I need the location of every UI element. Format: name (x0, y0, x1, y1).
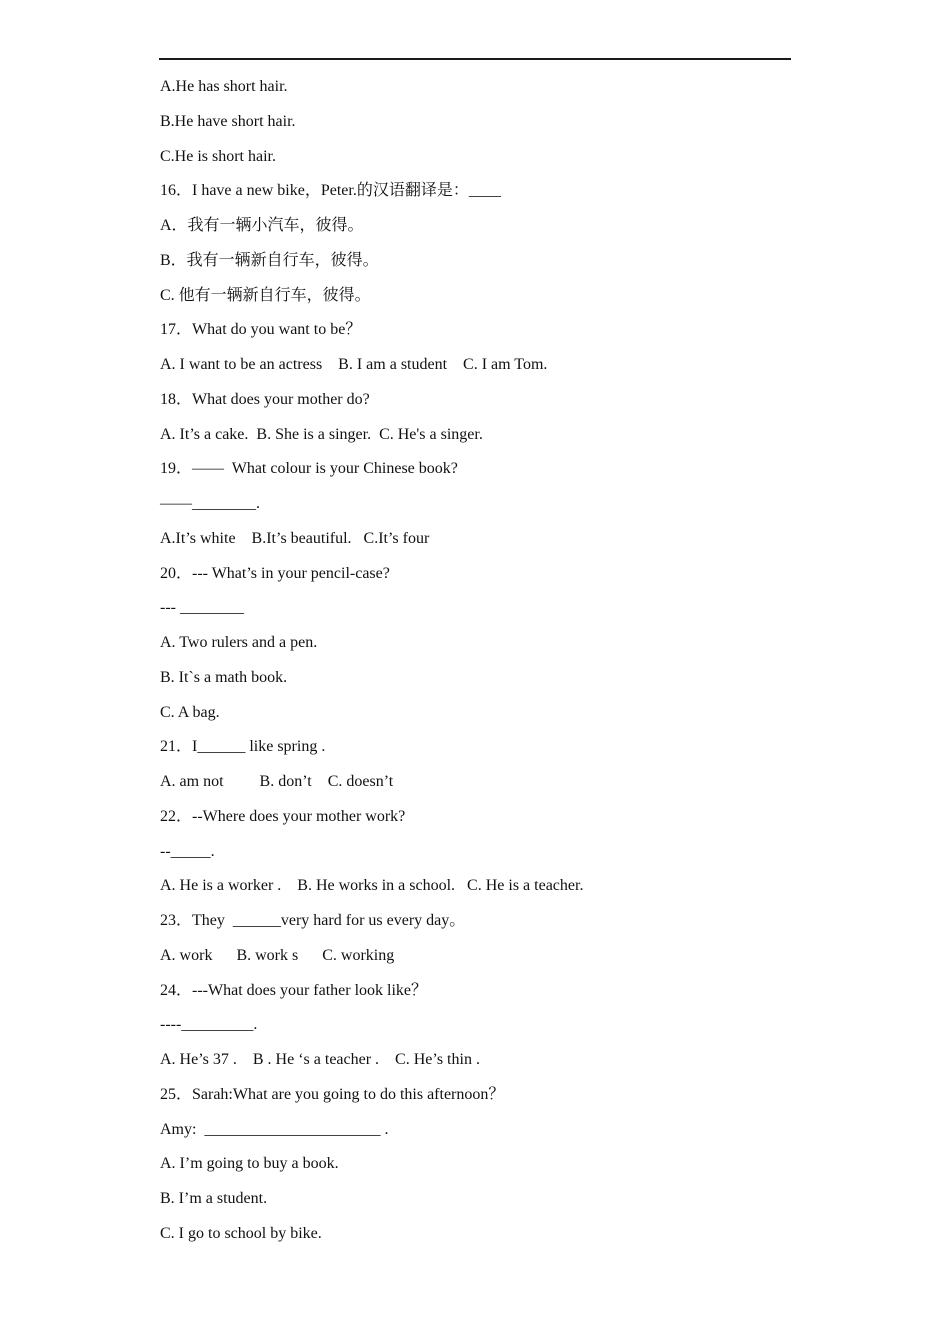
question-17: 17．What do you want to be？ (160, 321, 362, 339)
answer-options-row: A. It’s a cake. B. She is a singer. C. He's a singer. (160, 425, 483, 443)
answer-options-row: A. He’s 37 . B . He ‘s a teacher . C. He’s thin . (160, 1051, 480, 1068)
answer-option: B. I’m a student. (160, 1190, 268, 1207)
answer-options-row: A.It’s white B.It’s beautiful. C.It’s four (160, 529, 430, 547)
answer-options-row: A. work B. work s C. working (160, 946, 395, 964)
answer-blank: --_____. (160, 842, 215, 860)
question-23: 23．They ______very hard for us every day。 (160, 912, 466, 929)
answer-option: A. I’m going to buy a book. (160, 1155, 339, 1173)
answer-options-row: A. am not B. don’t C. doesn’t (160, 773, 394, 790)
question-16: 16．I have a new bike，Peter.的汉语翻译是：____ (160, 182, 501, 200)
answer-options-row: A. He is a worker . B. He works in a school. C. He is a teacher. (160, 877, 584, 895)
answer-option: B.He have short hair. (160, 112, 296, 130)
answer-option: A．我有一辆小汽车，彼得。 (160, 217, 364, 234)
question-22: 22．--Where does your mother work? (160, 807, 406, 825)
answer-option: C. I go to school by bike. (160, 1224, 322, 1242)
answer-option: C. A bag. (160, 703, 220, 721)
question-list (160, 75, 800, 1257)
question-19: 19．—— What colour is your Chinese book? (160, 460, 458, 478)
answer-blank: Amy: ______________________ . (160, 1120, 389, 1138)
answer-option: C. 他有一辆新自行车，彼得。 (160, 286, 371, 304)
question-24: 24．---What does your father look like？ (160, 981, 428, 999)
question-25: 25．Sarah:What are you going to do this afternoon？ (160, 1085, 505, 1103)
answer-blank: ——________. (160, 495, 260, 512)
question-21: 21．I______ like spring . (160, 738, 326, 756)
answer-option: A. Two rulers and a pen. (160, 634, 318, 651)
answer-options-row: A. I want to be an actress B. I am a student C. I am Tom. (160, 356, 548, 373)
answer-option: B．我有一辆新自行车，彼得。 (160, 251, 379, 269)
answer-option: B. It`s a math book. (160, 668, 288, 686)
answer-option: A.He has short hair. (160, 78, 288, 95)
question-20: 20．--- What’s in your pencil-case? (160, 564, 390, 582)
answer-option: C.He is short hair. (160, 147, 276, 165)
answer-blank: --- ________ (160, 599, 244, 617)
header-rule (159, 58, 791, 60)
answer-blank: ----_________. (160, 1016, 258, 1034)
question-18: 18．What does your mother do? (160, 390, 370, 408)
